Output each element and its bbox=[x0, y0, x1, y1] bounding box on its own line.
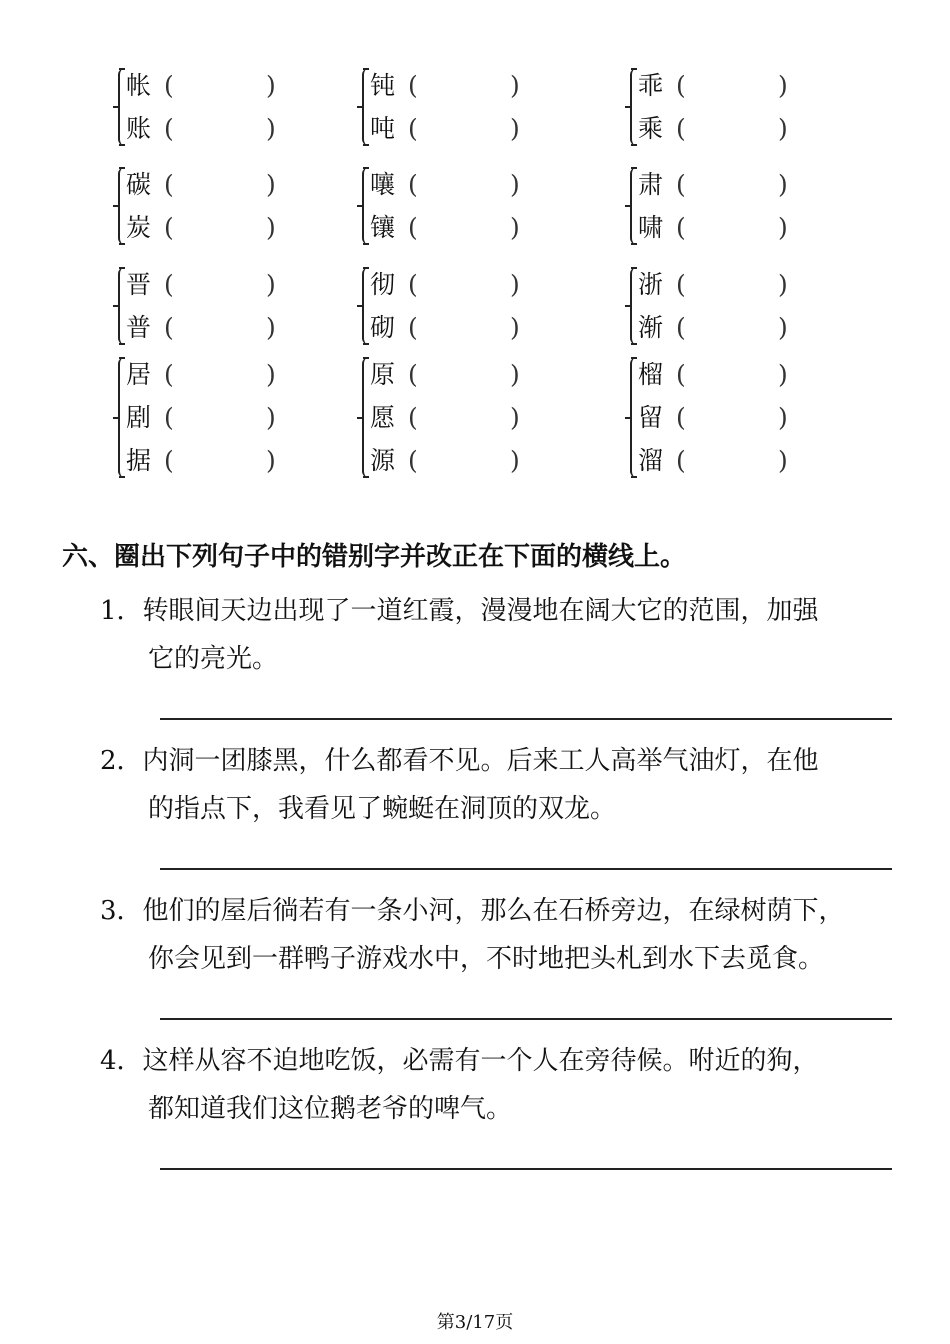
sentence-line-1: 1．转眼间天边出现了一道红霞，漫漫地在阔大它的范围，加强 bbox=[100, 596, 819, 626]
close-paren: ) bbox=[778, 71, 788, 100]
open-paren: ( bbox=[408, 446, 418, 475]
answer-line[interactable] bbox=[160, 718, 892, 720]
sentence-line-1: 3．他们的屋后徜若有一条小河，那么在石桥旁边，在绿树荫下， bbox=[100, 896, 845, 926]
char-row bbox=[118, 64, 348, 107]
char: 帐 bbox=[126, 71, 152, 100]
char: 渐 bbox=[638, 313, 664, 342]
char: 溜 bbox=[638, 446, 664, 475]
char: 乖 bbox=[638, 71, 664, 100]
open-paren: ( bbox=[676, 360, 686, 389]
char-row bbox=[630, 163, 860, 206]
char: 肃 bbox=[638, 170, 664, 199]
close-paren: ) bbox=[510, 360, 520, 389]
char-row bbox=[362, 439, 592, 482]
char: 剧 bbox=[126, 403, 152, 432]
sentence-line-2: 你会见到一群鸭子游戏水中，不时地把头札到水下去觅食。 bbox=[148, 944, 825, 974]
close-paren: ) bbox=[266, 170, 276, 199]
char-row bbox=[118, 263, 348, 306]
char: 留 bbox=[638, 403, 664, 432]
char-row bbox=[630, 439, 860, 482]
close-paren: ) bbox=[266, 360, 276, 389]
open-paren: ( bbox=[408, 270, 418, 299]
char: 普 bbox=[126, 313, 152, 342]
char-group bbox=[118, 64, 348, 150]
open-paren: ( bbox=[676, 446, 686, 475]
char-row bbox=[118, 163, 348, 206]
char: 原 bbox=[370, 360, 396, 389]
char-row bbox=[362, 353, 592, 396]
char-row bbox=[118, 306, 348, 349]
char-group bbox=[362, 64, 592, 150]
close-paren: ) bbox=[510, 313, 520, 342]
sentence-line-2: 都知道我们这位鹅老爷的啤气。 bbox=[148, 1094, 513, 1124]
close-paren: ) bbox=[266, 313, 276, 342]
page-number: 第3/17页 bbox=[436, 1312, 514, 1333]
close-paren: ) bbox=[266, 71, 276, 100]
char: 乘 bbox=[638, 114, 664, 143]
sentence-line-2: 它的亮光。 bbox=[148, 644, 279, 674]
char: 钝 bbox=[370, 71, 396, 100]
close-paren: ) bbox=[510, 270, 520, 299]
char-row bbox=[630, 263, 860, 306]
close-paren: ) bbox=[778, 114, 788, 143]
char-row bbox=[362, 306, 592, 349]
char: 吨 bbox=[370, 114, 396, 143]
close-paren: ) bbox=[778, 170, 788, 199]
open-paren: ( bbox=[164, 313, 174, 342]
char: 据 bbox=[126, 446, 152, 475]
open-paren: ( bbox=[408, 213, 418, 242]
section-title: 六、圈出下列句子中的错别字并改正在下面的横线上。 bbox=[62, 542, 687, 572]
char-group bbox=[362, 353, 592, 482]
char-group bbox=[630, 353, 860, 482]
close-paren: ) bbox=[778, 446, 788, 475]
close-paren: ) bbox=[510, 71, 520, 100]
close-paren: ) bbox=[778, 313, 788, 342]
open-paren: ( bbox=[164, 71, 174, 100]
char-group bbox=[362, 263, 592, 349]
open-paren: ( bbox=[164, 360, 174, 389]
char-row bbox=[118, 439, 348, 482]
char: 啸 bbox=[638, 213, 664, 242]
close-paren: ) bbox=[778, 360, 788, 389]
char-row bbox=[118, 353, 348, 396]
char-group bbox=[362, 163, 592, 249]
open-paren: ( bbox=[676, 114, 686, 143]
char: 浙 bbox=[638, 270, 664, 299]
close-paren: ) bbox=[266, 403, 276, 432]
sentence-line-2: 的指点下，我看见了蜿蜓在洞顶的双龙。 bbox=[148, 794, 617, 824]
answer-line[interactable] bbox=[160, 1018, 892, 1020]
open-paren: ( bbox=[164, 403, 174, 432]
open-paren: ( bbox=[676, 403, 686, 432]
open-paren: ( bbox=[164, 170, 174, 199]
char-group bbox=[118, 163, 348, 249]
char-row bbox=[630, 396, 860, 439]
open-paren: ( bbox=[676, 270, 686, 299]
open-paren: ( bbox=[408, 403, 418, 432]
char-row bbox=[630, 306, 860, 349]
sentence-line-1: 2．内洞一团膝黑，什么都看不见。后来工人高举气油灯，在他 bbox=[100, 746, 819, 776]
char: 账 bbox=[126, 114, 152, 143]
open-paren: ( bbox=[676, 71, 686, 100]
char-row bbox=[118, 107, 348, 150]
char-row bbox=[362, 64, 592, 107]
char-row bbox=[630, 353, 860, 396]
char-row bbox=[118, 396, 348, 439]
close-paren: ) bbox=[778, 213, 788, 242]
char: 源 bbox=[370, 446, 396, 475]
char-row bbox=[362, 107, 592, 150]
answer-line[interactable] bbox=[160, 868, 892, 870]
close-paren: ) bbox=[510, 446, 520, 475]
char-row bbox=[630, 64, 860, 107]
char-row bbox=[362, 263, 592, 306]
char-group bbox=[630, 163, 860, 249]
open-paren: ( bbox=[164, 114, 174, 143]
open-paren: ( bbox=[164, 270, 174, 299]
char: 晋 bbox=[126, 270, 152, 299]
open-paren: ( bbox=[408, 360, 418, 389]
char-row bbox=[630, 206, 860, 249]
answer-line[interactable] bbox=[160, 1168, 892, 1170]
char-group bbox=[630, 263, 860, 349]
open-paren: ( bbox=[676, 170, 686, 199]
char-row bbox=[362, 163, 592, 206]
char-row bbox=[362, 396, 592, 439]
open-paren: ( bbox=[408, 313, 418, 342]
close-paren: ) bbox=[266, 213, 276, 242]
close-paren: ) bbox=[266, 114, 276, 143]
open-paren: ( bbox=[408, 170, 418, 199]
close-paren: ) bbox=[778, 270, 788, 299]
close-paren: ) bbox=[510, 114, 520, 143]
close-paren: ) bbox=[510, 403, 520, 432]
open-paren: ( bbox=[164, 213, 174, 242]
open-paren: ( bbox=[676, 213, 686, 242]
close-paren: ) bbox=[510, 170, 520, 199]
open-paren: ( bbox=[676, 313, 686, 342]
open-paren: ( bbox=[164, 446, 174, 475]
sentence-line-1: 4．这样从容不迫地吃饭，必需有一个人在旁待候。咐近的狗， bbox=[100, 1046, 819, 1076]
char: 榴 bbox=[638, 360, 664, 389]
char: 嚷 bbox=[370, 170, 396, 199]
char-row bbox=[362, 206, 592, 249]
close-paren: ) bbox=[778, 403, 788, 432]
char: 彻 bbox=[370, 270, 396, 299]
char: 碳 bbox=[126, 170, 152, 199]
char-group bbox=[118, 263, 348, 349]
char-group bbox=[118, 353, 348, 482]
close-paren: ) bbox=[510, 213, 520, 242]
char: 愿 bbox=[370, 403, 396, 432]
open-paren: ( bbox=[408, 71, 418, 100]
char-row bbox=[118, 206, 348, 249]
open-paren: ( bbox=[408, 114, 418, 143]
close-paren: ) bbox=[266, 270, 276, 299]
char: 砌 bbox=[370, 313, 396, 342]
char: 居 bbox=[126, 360, 152, 389]
char: 炭 bbox=[126, 213, 152, 242]
char-group bbox=[630, 64, 860, 150]
close-paren: ) bbox=[266, 446, 276, 475]
char-row bbox=[630, 107, 860, 150]
char: 镶 bbox=[370, 213, 396, 242]
